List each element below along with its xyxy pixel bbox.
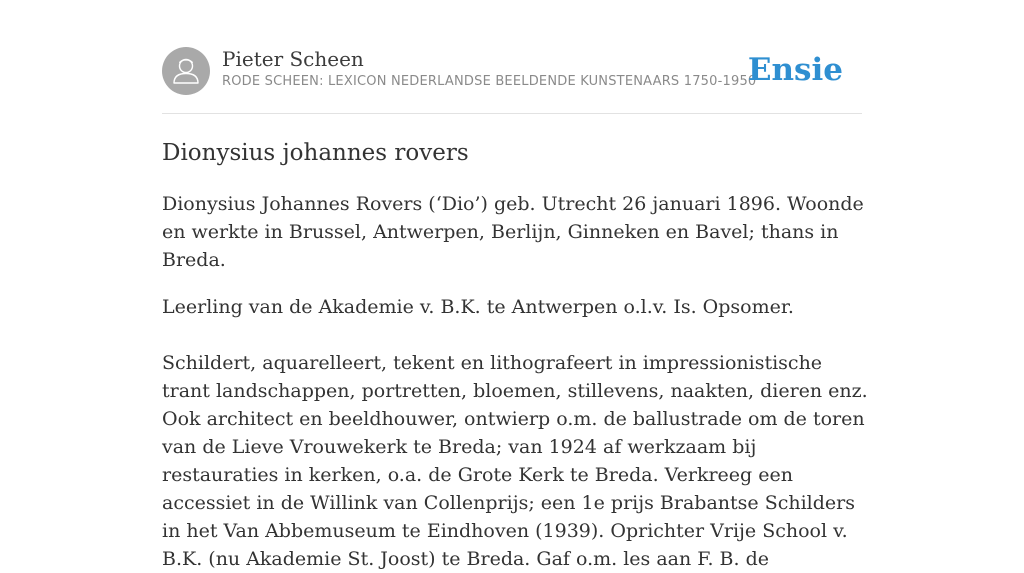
article-title: Dionysius johannes rovers — [162, 140, 469, 166]
article-header — [162, 46, 862, 114]
article-body — [162, 190, 872, 573]
source-title[interactable]: RODE SCHEEN: LEXICON NEDERLANDSE BEELDENDE KUNSTENAARS 1750-1950 — [222, 74, 757, 89]
user-placeholder-icon — [162, 47, 210, 95]
paragraph-education: Leerling van de Akademie v. B.K. te Antwerpen o.l.v. Is. Opsomer. — [162, 296, 794, 318]
author-avatar[interactable] — [162, 47, 210, 95]
paragraph-work: Schildert, aquarelleert, tekent en lithografeert in impressionistische trant landschappen, portretten, bloemen, stillevens, naakten, dieren enz. Ook architect en beeldhouwer, ontwierp o.m. de ballustrade om de toren van de Lieve Vrouwekerk te Breda; van 1924 af werkzaam bij restauraties in kerken, o.a. de Grote Kerk te Breda. Verkreeg een accessiet in de Willink van Collenprijs; een 1e prijs Brabantse Schilders in het Van Abbemuseum te Eindhoven (1939). Oprichter Vrije School v. B.K. (nu Akademie St. Joost) te Breda. Gaf o.m. les aan F. B. de — [162, 352, 868, 570]
ensie-logo[interactable]: Ensie — [747, 52, 843, 88]
author-name[interactable]: Pieter Scheen — [222, 47, 364, 71]
paragraph-biography: Dionysius Johannes Rovers (‘Dio’) geb. Utrecht 26 januari 1896. Woonde en werkte in Brussel, Antwerpen, Berlijn, Ginneken en Bavel; thans in Breda. — [162, 193, 864, 271]
